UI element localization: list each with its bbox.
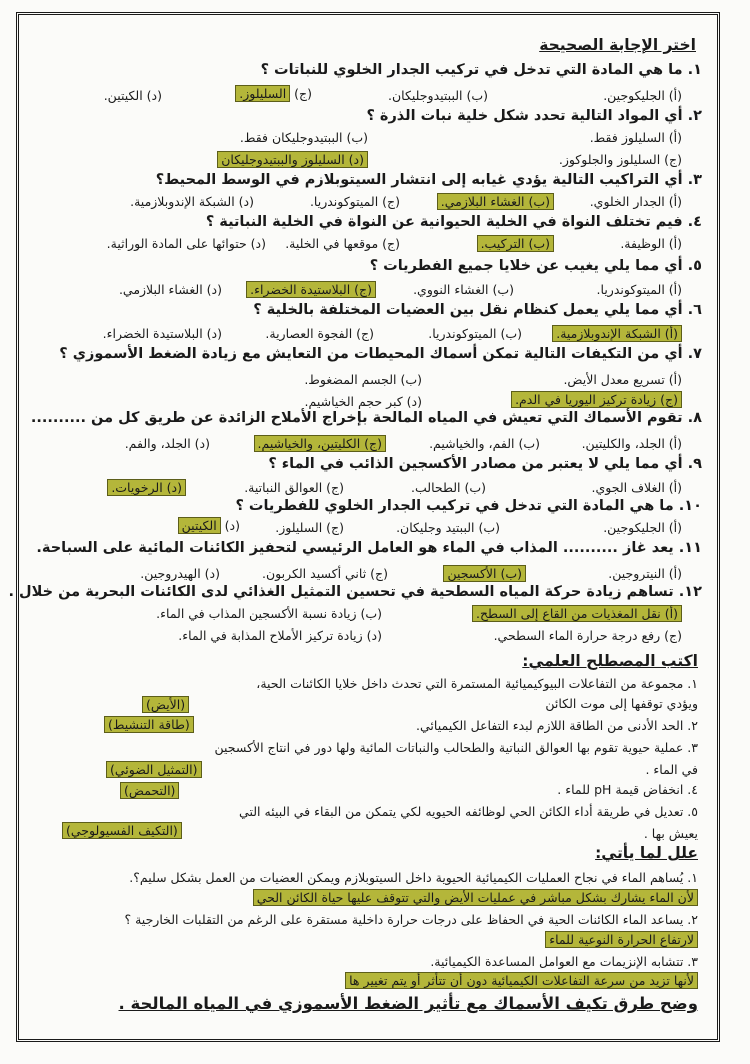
q1-option-c-prefix: (ج) [294, 86, 312, 101]
q2-option-c[interactable]: (ج) السليلوز والجلوكوز. [558, 152, 682, 167]
q10-option-a[interactable]: (أ) الجليكوجين. [603, 520, 682, 535]
q6-option-a[interactable]: (أ) الشبكة الإندوبلازمية. [552, 325, 682, 342]
term-5-line2: يعيش بها . [643, 826, 698, 841]
question-12: ١٢. تساهم زيادة حركة المياه السطحية في تحسين التمثيل الغذائي لدى الكائنات البحرية من خلال . [8, 584, 702, 600]
q11-option-d[interactable]: (د) الهيدروجين. [140, 566, 220, 581]
term-3-line2: في الماء . [645, 762, 698, 777]
q6-option-c[interactable]: (ج) الفجوة العصارية. [265, 326, 374, 341]
q7-option-a[interactable]: (أ) تسريع معدل الأيض. [563, 372, 682, 387]
term-3-line1: ٣. عملية حيوية تقوم بها العوالق النباتية والطحالب والنباتات المائية ولها دور في انتاج الأكسجين [214, 740, 698, 755]
q7-option-c[interactable]: (ج) زيادة تركيز اليوريا في الدم. [511, 391, 682, 408]
q1-option-d[interactable]: (د) الكيتين. [103, 88, 162, 103]
term-2-answer: (طاقة التنشيط) [104, 716, 194, 733]
q8-option-d[interactable]: (د) الجلد، والفم. [124, 436, 210, 451]
final-question: وضح طرق تكيف الأسماك مع تأثير الضغط الأسموزي في المياه المالحة . [118, 994, 698, 1013]
question-6: ٦. أي مما يلي يعمل كنظام نقل بين العضيات المختلفة بالخلية ؟ [253, 302, 702, 318]
reason-2-answer: لارتفاع الحرارة النوعية للماء [545, 931, 698, 948]
q7-option-d[interactable]: (د) كبر حجم الخياشيم. [304, 394, 422, 409]
q9-option-c[interactable]: (ج) العوالق النباتية. [244, 480, 344, 495]
reasons-section-title: علل لما يأتي: [595, 844, 698, 862]
q10-option-b[interactable]: (ب) الببتيد وجليكان. [396, 520, 500, 535]
term-4-ph: pH [594, 782, 612, 797]
reason-1-answer: لأن الماء يشارك بشكل مباشر في عمليات الأيض والتي تتوقف عليها حياة الكائن الحي [253, 889, 698, 906]
term-5-line1: ٥. تعديل في طريقة أداء الكائن الحي لوظائفه الحيويه لكي يتمكن من البقاء في البيئه التي [239, 804, 698, 819]
question-2: ٢. أي المواد التالية تحدد شكل خلية نبات الذرة ؟ [366, 108, 702, 124]
q5-option-b[interactable]: (ب) الغشاء النووي. [413, 282, 514, 297]
term-2-question: ٢. الحد الأدنى من الطاقة اللازم لبدء التفاعل الكيميائي. [416, 718, 698, 733]
q3-option-d[interactable]: (د) الشبكة الإندوبلازمية. [130, 194, 254, 209]
q12-option-b[interactable]: (ب) زيادة نسبة الأكسجين المذاب في الماء. [156, 606, 382, 621]
q9-option-b[interactable]: (ب) الطحالب. [411, 480, 486, 495]
question-7: ٧. أي من التكيفات التالية تمكن أسماك المحيطات من التعايش مع زيادة الضغط الأسموزي ؟ [59, 346, 702, 362]
q11-option-c[interactable]: (ج) ثاني أكسيد الكربون. [261, 566, 388, 581]
question-3: ٣. أي التراكيب التالية يؤدي غيابه إلى انتشار السيتوبلازم في الوسط المحيط؟ [155, 172, 702, 188]
reason-2-question: ٢. يساعد الماء الكائنات الحية في الحفاظ على درجات حرارة داخلية مستقرة على الرغم من التقلبات الخارجية ؟ [124, 912, 698, 927]
q10-answer-highlight: الكيتين [178, 517, 221, 534]
question-5: ٥. أي مما يلي يغيب عن خلايا جميع الفطريات ؟ [369, 258, 702, 274]
term-1-answer: (الأيض) [142, 696, 189, 713]
term-4-answer: (التحمض) [120, 782, 179, 799]
question-11: ١١. يعد غاز .......... المذاب في الماء هو العامل الرئيسي لتحفيز الكائنات المائية على السباحة. [36, 540, 702, 556]
q10-option-d[interactable] [178, 518, 240, 533]
q10-option-d-prefix: (د) [224, 518, 240, 533]
q3-option-a[interactable]: (أ) الجدار الخلوي. [589, 194, 682, 209]
reason-3-question: ٣. تتشابه الإنزيمات مع العوامل المساعدة الكيميائية. [430, 954, 698, 969]
q2-option-b[interactable]: (ب) الببتيدوجليكان فقط. [239, 130, 368, 145]
q3-option-b[interactable]: (ب) الغشاء البلازمي. [437, 193, 554, 210]
reason-1-question: ١. يُساهم الماء في نجاح العمليات الكيميائية الحيوية داخل السيتوبلازم ويمكن العضيات من العمل بشكل سليم؟. [129, 870, 698, 885]
question-8: ٨. تقوم الأسماك التي تعيش في المياه المالحة بإخراج الأملاح الزائدة عن طريق كل من .......... [30, 410, 702, 426]
q8-option-c[interactable]: (ج) الكليتين، والخياشيم. [254, 435, 386, 452]
q6-option-d[interactable]: (د) البلاستيدة الخضراء. [102, 326, 222, 341]
q4-option-d[interactable]: (د) حتوائها على المادة الوراثية. [106, 236, 266, 251]
question-10: ١٠. ما هي المادة التي تدخل في تركيب الجدار الخلوي للفطريات ؟ [235, 498, 702, 514]
term-1-line2: ويؤدي توقفها إلى موت الكائن [545, 696, 698, 711]
q5-option-c[interactable]: (ج) البلاستيدة الخضراء. [246, 281, 376, 298]
q6-option-b[interactable]: (ب) الميتوكوندريا. [428, 326, 522, 341]
q1-option-c[interactable] [235, 86, 312, 101]
term-1-line1: ١. مجموعة من التفاعلات البيوكيميائية المستمرة التي تحدث داخل خلايا الكائنات الحية، [256, 676, 698, 691]
term-4-text-post: للماء . [557, 782, 591, 797]
term-4-text-pre: ٤. انخفاض قيمة [615, 782, 698, 797]
q7-option-b[interactable]: (ب) الجسم المضغوط. [304, 372, 422, 387]
term-4-question [557, 782, 698, 797]
q12-option-a[interactable]: (أ) نقل المغذيات من القاع إلى السطح. [472, 605, 682, 622]
q11-option-b[interactable]: (ب) الأكسجين [443, 565, 526, 582]
q10-option-c[interactable]: (ج) السليلوز. [275, 520, 344, 535]
q9-option-d[interactable]: (د) الرخويات. [107, 479, 186, 496]
q8-option-a[interactable]: (أ) الجلد، والكليتين. [581, 436, 682, 451]
q1-option-b[interactable]: (ب) الببتيدوجليكان. [388, 88, 488, 103]
q4-option-c[interactable]: (ج) موقعها في الخلية. [285, 236, 400, 251]
q5-option-d[interactable]: (د) الغشاء البلازمي. [118, 282, 222, 297]
q11-option-a[interactable]: (أ) النيتروجين. [608, 566, 682, 581]
question-1: ١. ما هي المادة التي تدخل في تركيب الجدار الخلوي للنباتات ؟ [260, 62, 702, 78]
question-4: ٤. فيم تختلف النواة في الخلية الحيوانية عن النواة في الخلية النباتية ؟ [205, 214, 702, 230]
q2-option-a[interactable]: (أ) السليلوز فقط. [589, 130, 682, 145]
term-3-answer: (التمثيل الضوئي) [106, 761, 202, 778]
q9-option-a[interactable]: (أ) الغلاف الجوي. [591, 480, 682, 495]
terms-section-title: اكتب المصطلح العلمي: [522, 652, 698, 670]
reason-3-answer: لأنها تزيد من سرعة التفاعلات الكيميائية دون أن تتأثر أو يتم تغيير ها [345, 972, 698, 989]
term-5-answer: (التكيف الفسيولوجي) [62, 822, 182, 839]
q8-option-b[interactable]: (ب) الفم، والخياشيم. [429, 436, 540, 451]
question-9: ٩. أي مما يلي لا يعتبر من مصادر الأكسجين الذائب في الماء ؟ [268, 456, 702, 472]
q4-option-a[interactable]: (أ) الوظيفة. [620, 236, 682, 251]
q1-option-a[interactable]: (أ) الجليكوجين. [603, 88, 682, 103]
q5-option-a[interactable]: (أ) الميتوكوندريا. [596, 282, 682, 297]
mcq-section-title: اختر الإجابة الصحيحة [539, 36, 696, 54]
q3-option-c[interactable]: (ج) الميتوكوندريا. [309, 194, 400, 209]
q4-option-b[interactable]: (ب) التركيب. [477, 235, 554, 252]
q12-option-d[interactable]: (د) زيادة تركيز الأملاح المذابة في الماء. [178, 628, 382, 643]
q2-option-d[interactable]: (د) السليلوز والببتيدوجليكان [217, 151, 368, 168]
q12-option-c[interactable]: (ج) رفع درجة حرارة الماء السطحي. [493, 628, 682, 643]
q1-answer-highlight: السليلوز. [235, 85, 290, 102]
